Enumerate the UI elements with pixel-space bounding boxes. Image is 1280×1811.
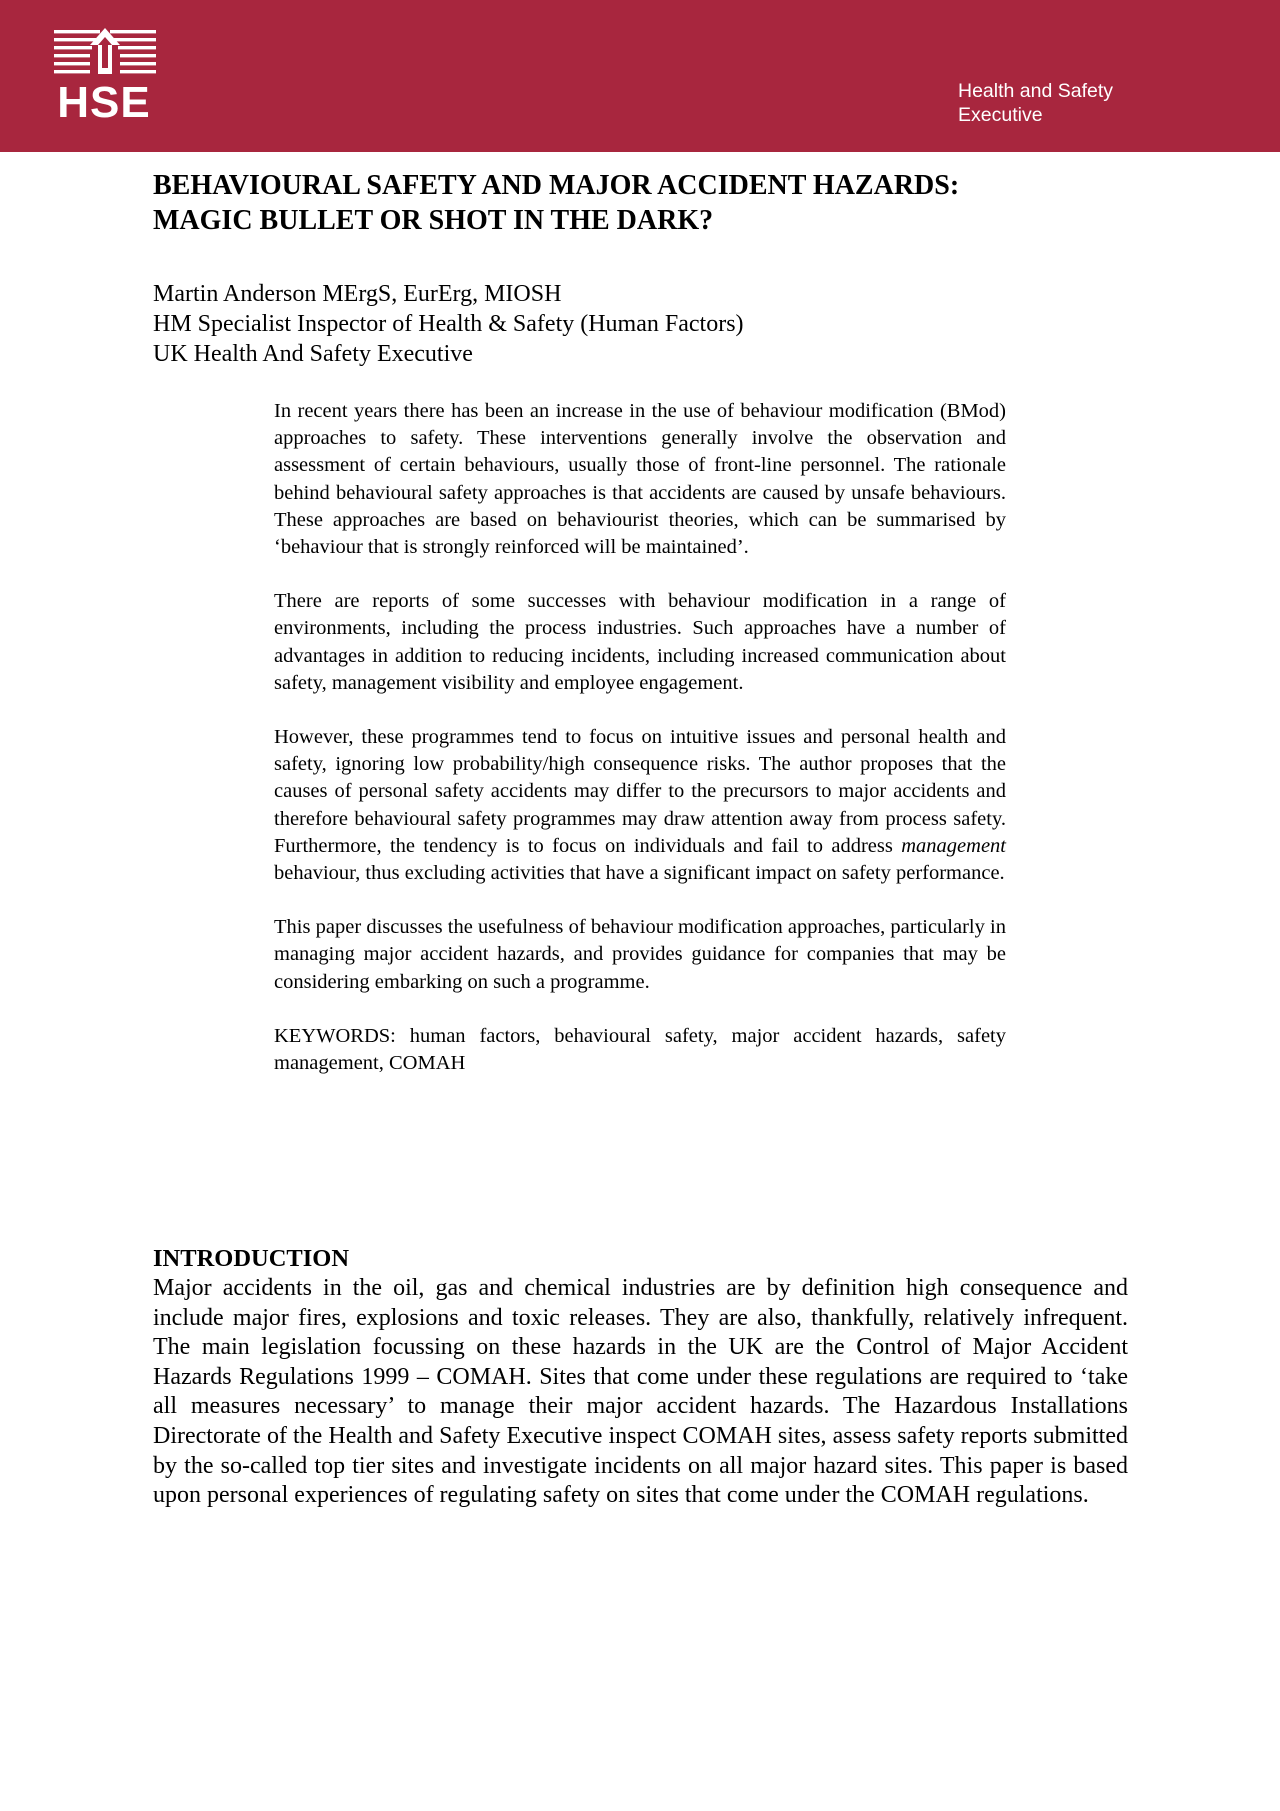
author-position: HM Specialist Inspector of Health & Safety (Human Factors) — [153, 311, 744, 337]
abstract-paragraph-4: This paper discusses the usefulness of behaviour modification approaches, particularly in managing major accident hazards, and provides guidance for companies that may be considering embarking on such a programme. — [274, 916, 1006, 993]
abstract-paragraph-1: In recent years there has been an increase in the use of behaviour modification (BMod) approaches to safety. These interventions generally involve the observation and assessment of certain behaviours, usually those of front-line personnel. The rationale behind behavioural safety approaches is that accidents are caused by unsafe behaviours. These approaches are based on behaviourist theories, which can be summarised by ‘behaviour that is strongly reinforced will be maintained’. — [274, 400, 1006, 559]
organisation-name-line1: Health and Safety — [958, 80, 1114, 102]
abstract-paragraph-3-text-b: behaviour, thus excluding activities that have a significant impact on safety performance. — [274, 862, 1005, 885]
abstract — [274, 398, 1006, 1077]
organisation-name-line2: Executive — [958, 104, 1043, 126]
hse-logo — [54, 28, 156, 124]
author-name: Martin Anderson MErgS, EurErg, MIOSH — [153, 281, 562, 307]
abstract-paragraph-2: There are reports of some successes with behaviour modification in a range of environments, including the process industries. Such approaches have a number of advantages in addition to reducing incidents, including increased communication about safety, management visibility and employee engagement. — [274, 590, 1006, 694]
author-affiliation: UK Health And Safety Executive — [153, 341, 473, 367]
paper-title-line2: MAGIC BULLET OR SHOT IN THE DARK? — [153, 205, 714, 236]
paper-title — [153, 168, 1133, 238]
introduction-body: Major accidents in the oil, gas and chemical industries are by definition high consequence and include major fires, explosions and toxic releases. They are also, thankfully, relatively infrequent. The main legislation focussing on these hazards in the UK are the Control of Major Accident Hazards Regulations 1999 – COMAH. Sites that come under these regulations are required to ‘take all measures necessary’ to manage their major accident hazards. The Hazardous Installations Directorate of the Health and Safety Executive inspect COMAH sites, assess safety reports submitted by the so-called top tier sites and investigate incidents on all major hazard sites. This paper is based upon personal experiences of regulating safety on sites that come under the COMAH regulations. — [153, 1275, 1128, 1509]
abstract-paragraph-3 — [274, 724, 1006, 887]
header-banner — [0, 0, 1280, 152]
abstract-emphasis: management — [901, 834, 1006, 857]
abstract-paragraph-3-text-a: However, these programmes tend to focus on intuitive issues and personal health and safety, ignoring low probability/high consequence risks. The author proposes that the causes of personal safety accidents may differ to the precursors to major accidents and therefore behavioural safety programmes may draw attention away from process safety. Furthermore, the tendency is to focus on individuals and fail to address — [274, 726, 1006, 857]
hse-wordmark — [54, 78, 156, 122]
author-block — [153, 279, 744, 369]
paper-title-line1: BEHAVIOURAL SAFETY AND MAJOR ACCIDENT HAZARDS: — [153, 170, 960, 201]
keywords: KEYWORDS: human factors, behavioural safety, major accident hazards, safety management, COMAH — [274, 1024, 1006, 1075]
hse-emblem-icon — [54, 28, 156, 78]
organisation-name — [958, 79, 1113, 127]
introduction-heading: INTRODUCTION — [153, 1245, 350, 1272]
hse-logo-text: HSE — [57, 78, 151, 122]
